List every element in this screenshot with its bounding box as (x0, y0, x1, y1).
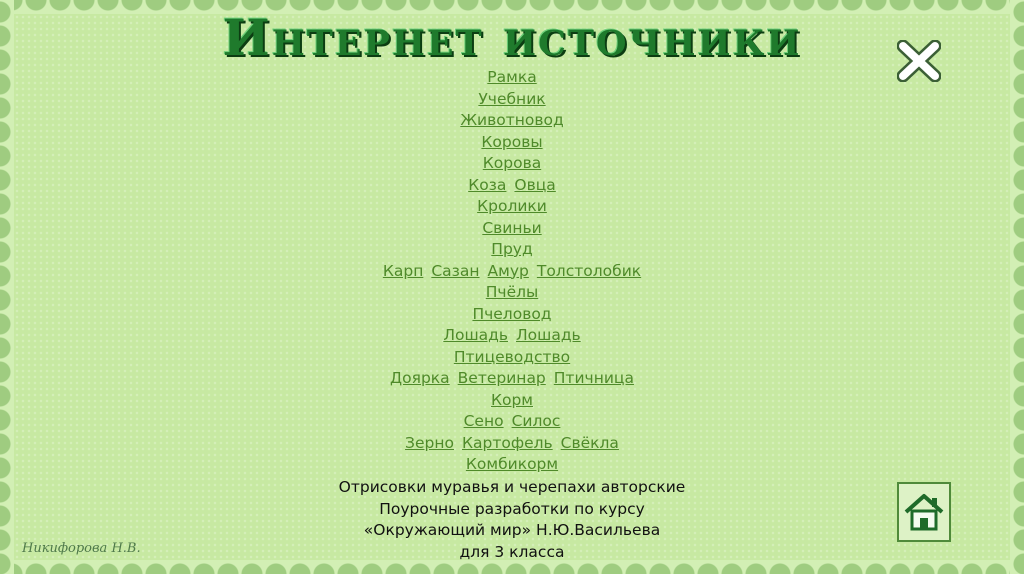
source-link[interactable]: Пчёлы (485, 283, 539, 301)
source-link[interactable]: Птицеводство (453, 347, 571, 366)
source-link[interactable]: Животновод (460, 111, 564, 129)
source-link[interactable]: Амур (487, 261, 529, 280)
source-link[interactable]: Птичница (553, 369, 634, 387)
credits-line: Отрисовки муравья и черепахи авторские (338, 478, 686, 496)
link-row (0, 325, 1024, 347)
page-title: Интернет источники (222, 8, 802, 67)
source-link[interactable]: Ветеринар (457, 369, 546, 387)
source-link[interactable]: Силос (511, 412, 561, 430)
home-icon (903, 492, 945, 532)
credits-line: «Окружающий мир» Н.Ю.Васильева (363, 521, 661, 539)
link-row (0, 433, 1024, 455)
link-row (0, 175, 1024, 197)
source-link[interactable]: Лошадь (516, 326, 581, 344)
source-link[interactable]: Пчеловод (472, 304, 552, 323)
source-link[interactable]: Картофель (461, 433, 553, 452)
credits (0, 477, 1024, 563)
author-signature: Никифорова Н.В. (22, 541, 141, 556)
link-row (0, 67, 1024, 89)
source-link[interactable]: Комбикорм (465, 455, 559, 473)
credits-line: для 3 класса (459, 542, 565, 561)
link-row (0, 304, 1024, 326)
link-row (0, 282, 1024, 304)
source-link[interactable]: Зерно (405, 433, 454, 452)
source-link[interactable]: Толстолобик (536, 261, 642, 280)
source-link[interactable]: Коровы (481, 132, 543, 151)
credits-line: Поурочные разработки по курсу (379, 499, 645, 518)
source-link[interactable]: Овца (514, 175, 556, 194)
source-link[interactable]: Свиньи (482, 218, 542, 237)
link-row (0, 390, 1024, 412)
link-row (0, 239, 1024, 261)
source-link[interactable]: Доярка (390, 369, 450, 387)
link-row (0, 153, 1024, 175)
source-link[interactable]: Корм (490, 390, 534, 409)
source-link[interactable]: Сазан (431, 261, 480, 280)
link-row (0, 196, 1024, 218)
source-link[interactable]: Сено (463, 412, 504, 430)
link-row (0, 347, 1024, 369)
link-row (0, 454, 1024, 476)
source-link[interactable]: Корова (482, 154, 542, 172)
link-row (0, 218, 1024, 240)
source-link[interactable]: Пруд (491, 240, 533, 258)
link-row (0, 261, 1024, 283)
source-link[interactable]: Кролики (477, 197, 547, 215)
source-link[interactable]: Карп (382, 261, 424, 280)
source-link[interactable]: Лошадь (443, 326, 508, 344)
home-button[interactable] (897, 482, 951, 542)
link-row (0, 411, 1024, 433)
source-link[interactable]: Свёкла (560, 433, 619, 452)
source-link[interactable]: Учебник (478, 89, 546, 108)
link-row (0, 368, 1024, 390)
source-link[interactable]: Коза (468, 175, 507, 194)
links-list (0, 67, 1024, 476)
link-row (0, 110, 1024, 132)
source-link[interactable]: Рамка (487, 68, 537, 86)
link-row (0, 89, 1024, 111)
link-row (0, 132, 1024, 154)
